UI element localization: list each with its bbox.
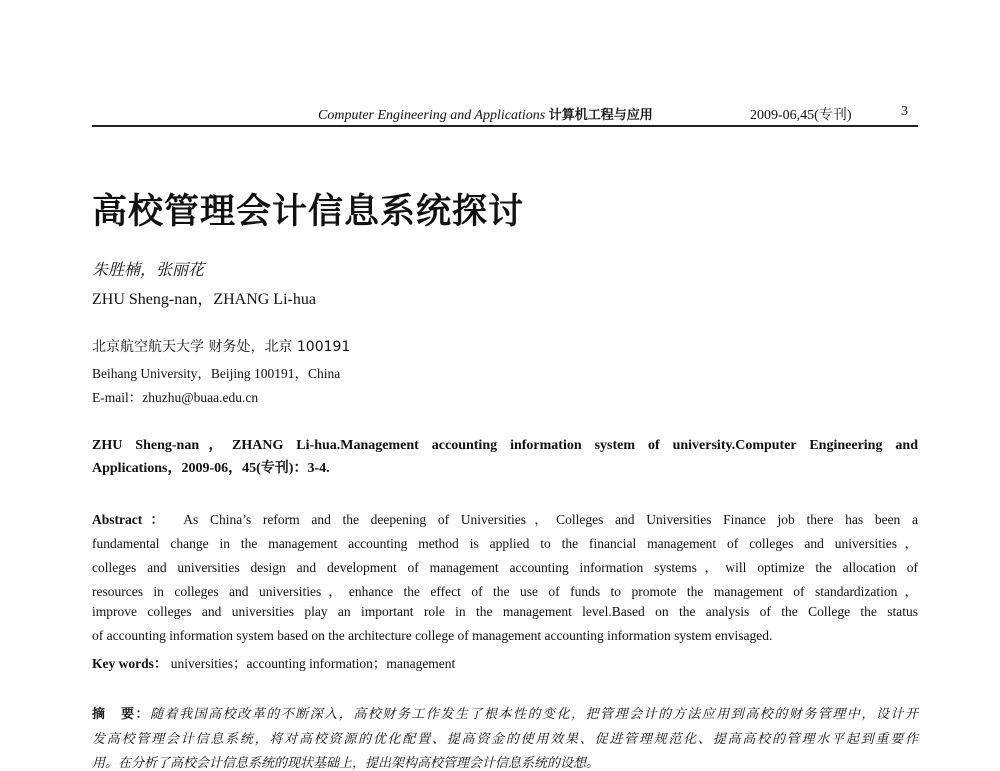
- keywords: universities；accounting information；management: [170, 656, 456, 671]
- running-header: [318, 104, 653, 124]
- email: E-mail：zhuzhu@buaa.edu.cn: [92, 390, 259, 405]
- abstract-line: colleges and universities design and development of management accounting information systems，will optimize the allocation of: [92, 560, 918, 575]
- page-number: 3: [901, 104, 908, 119]
- abstract-line: improve colleges and universities play an important role in the management level.Based on the analysis of the College the status: [92, 604, 918, 619]
- abstract-line: resources in colleges and universities，enhance the effect of the use of funds to promote the management of standardization，: [92, 584, 918, 599]
- abstract-cn-label: 摘 要：: [92, 707, 151, 722]
- keywords-line: [92, 652, 918, 672]
- abstract-cn-line: 用。在分析了高校会计信息系统的现状基础上，提出架构高校管理会计信息系统的设想。: [92, 756, 600, 771]
- authors-en: ZHU Sheng-nan，ZHANG Li-hua: [92, 291, 316, 308]
- affiliation-cn: 北京航空航天大学 财务处，北京 100191: [92, 339, 351, 355]
- keywords-label: Key words：: [92, 656, 168, 671]
- abstract-cn-line: [92, 703, 918, 722]
- journal-name: Computer Engineering and Applications: [318, 108, 546, 123]
- citation-line: Applications，2009-06，45(专刊)：3-4.: [92, 461, 330, 476]
- abstract-line: of accounting information system based on the architecture college of management accounting information system envisaged.: [92, 628, 773, 643]
- abstract-cn-text: 随着我国高校改革的不断深入，高校财务工作发生了根本性的变化，把管理会计的方法应用到高校的财务管理中，设计开: [150, 707, 918, 722]
- header-rule: [92, 125, 918, 127]
- citation-line: ZHU Sheng-nan，ZHANG Li-hua.Management accounting information system of university.Computer Engineering and: [92, 438, 918, 453]
- authors-cn: 朱胜楠，张丽花: [92, 260, 205, 279]
- abstract-cn-line: 发高校管理会计信息系统，将对高校资源的优化配置、提高资金的使用效果、促进管理规范化、提高高校的管理水平起到重要作: [92, 732, 918, 747]
- paper-title: 高校管理会计信息系统探讨: [92, 191, 525, 232]
- abstract-text: As China’s reform and the deepening of Universities，Colleges and Universities Finance job there has been a: [183, 512, 918, 527]
- abstract-line: [92, 508, 918, 528]
- abstract-line: fundamental change in the management accounting method is applied to the financial management of colleges and universities，: [92, 536, 918, 551]
- issue-info: 2009-06,45(专刊): [750, 108, 852, 123]
- journal-name-cn: 计算机工程与应用: [548, 108, 653, 123]
- abstract-label: Abstract：: [92, 512, 173, 527]
- affiliation-en: Beihang University，Beijing 100191，China: [92, 366, 341, 381]
